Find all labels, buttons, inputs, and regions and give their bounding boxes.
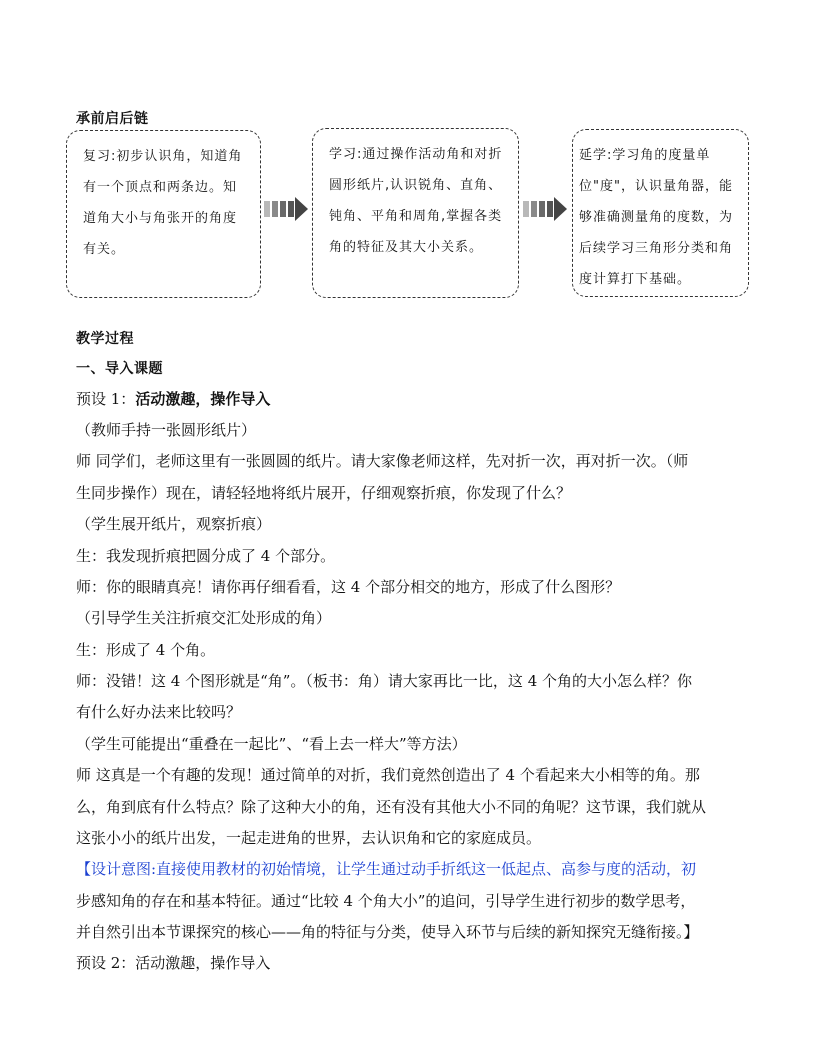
learn-box: 学习:通过操作活动角和对折圆形纸片,认识锐角、直角、钝角、平角和周角,掌握各类角的特征及其大小关系。	[312, 128, 519, 298]
design-intent-line: 并自然引出本节课探究的核心——角的特征与分类，使导入环节与后续的新知探究无缝衔接。】	[76, 923, 699, 941]
preset-1-prefix: 预设 1：	[76, 390, 136, 408]
preset-2-line: 预设 2：活动激趣，操作导入	[76, 954, 271, 972]
arrow-right-icon-1	[264, 197, 308, 221]
design-intent-line: 【设计意图:直接使用教材的初始情境，让学生通过动手折纸这一低起点、高参与度的活动，初	[76, 860, 697, 878]
paragraph-line: 师：你的眼睛真亮！请你再仔细看看，这 4 个部分相交的地方，形成了什么图形？	[76, 578, 621, 596]
paragraph-line: 师 同学们，老师这里有一张圆圆的纸片。请大家像老师这样，先对折一次，再对折一次。（师	[76, 452, 689, 470]
extend-box: 延学:学习角的度量单位"度"，认识量角器，能够准确测量角的度数，为后续学习三角形分类和角度计算打下基础。	[572, 129, 749, 297]
paragraph-line: 生：形成了 4 个角。	[76, 641, 216, 659]
process-title: 教学过程	[76, 331, 134, 347]
preset-1-title: 活动激趣，操作导入	[135, 390, 271, 408]
review-box: 复习:初步认识角，知道角有一个顶点和两条边。知道角大小与角张开的角度有关。	[66, 130, 261, 298]
paragraph-line: （教师手持一张圆形纸片）	[76, 421, 257, 439]
paragraph-line: 这张小小的纸片出发，一起走进角的世界，去认识角和它的家庭成员。	[76, 829, 542, 847]
paragraph-line: 生同步操作）现在，请轻轻地将纸片展开，仔细观察折痕，你发现了什么？	[76, 484, 572, 502]
part1-title: 一、导入课题	[76, 361, 163, 377]
paragraph-line: （学生展开纸片，观察折痕）	[76, 515, 272, 533]
paragraph-line: （学生可能提出“重叠在一起比”、“看上去一样大”等方法）	[76, 735, 467, 753]
design-intent-line: 步感知角的存在和基本特征。通过“比较 4 个角大小”的追问，引导学生进行初步的数学思考，	[76, 892, 696, 910]
paragraph-line: 师 这真是一个有趣的发现！通过简单的对折，我们竟然创造出了 4 个看起来大小相等的角。那	[76, 766, 700, 784]
paragraph-line: 师：没错！这 4 个图形就是“角”。（板书：角）请大家再比一比，这 4 个角的大小怎么样？你	[76, 672, 693, 690]
link-chain-title: 承前启后链	[76, 111, 149, 127]
paragraph-line: 有什么好办法来比较吗？	[76, 703, 242, 721]
arrow-right-icon-2	[523, 197, 567, 221]
preset-1-line	[76, 389, 756, 409]
paragraph-line: 么，角到底有什么特点？除了这种大小的角，还有没有其他大小不同的角呢？这节课，我们就从	[76, 798, 707, 816]
paragraph-line: （引导学生关注折痕交汇处形成的角）	[76, 609, 332, 627]
paragraph-line: 生：我发现折痕把圆分成了 4 个部分。	[76, 547, 336, 565]
